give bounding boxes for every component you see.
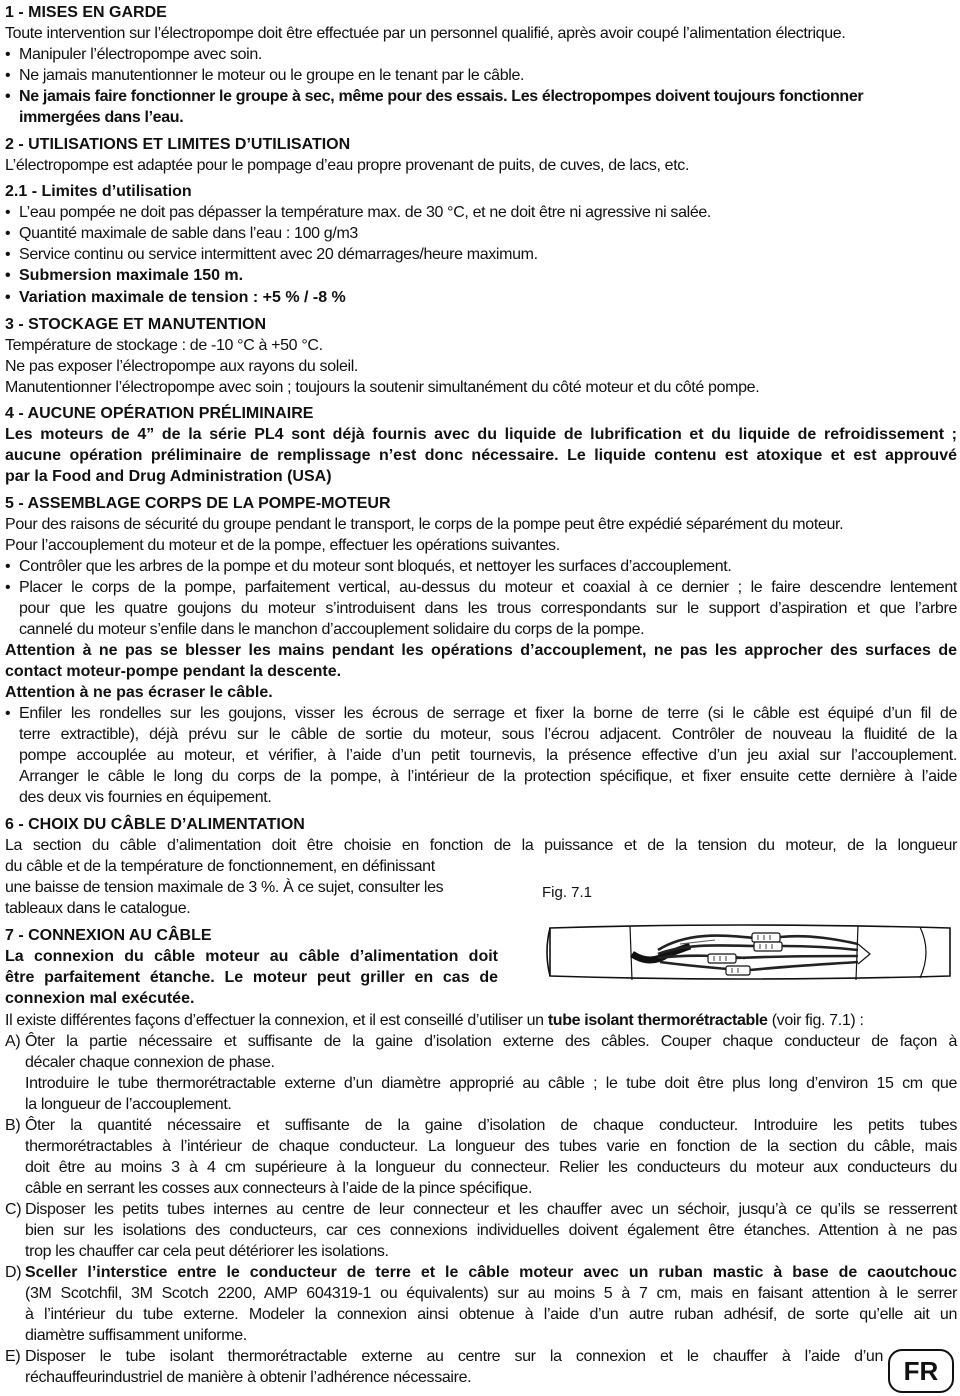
paragraph-line: Pour l’accouplement du moteur et de la pompe, effectuer les opérations suivantes.	[5, 537, 560, 554]
list-item-line: câble en serrant les cosses aux connecteurs à l’aide de la pince spécifique.	[25, 1180, 533, 1197]
list-label: E)	[5, 1348, 21, 1365]
list-item-line: Introduire le tube thermorétractable externe d’un diamètre approprié au câble ; le tube doit être plus long d’environ 15 cm que	[25, 1075, 957, 1092]
emphasis-term: tube isolant thermorétractable	[547, 1012, 768, 1029]
list-label: C)	[5, 1201, 22, 1218]
bullet-continuation: terre extractible), déjà prévu sur le câble de sortie du moteur, sous l’écrou adjacent. Contrôler de nouveau la fluidité de la	[19, 726, 957, 743]
list-item-line: la longueur de l’accouplement.	[25, 1096, 232, 1113]
subsection-heading: 2.1 - Limites d’utilisation	[5, 183, 192, 200]
list-item-line-bold: Sceller l’interstice entre le conducteur de terre et le câble moteur avec un ruban mastic à base de caoutchouc	[25, 1264, 957, 1281]
bullet-item: • L’eau pompée ne doit pas dépasser la température max. de 30 °C, et ne doit être ni agressive ni salée.	[5, 203, 711, 224]
paragraph-line: Il existe différentes façons d’effectuer la connexion, et il est conseillé d’utiliser un tube isolant thermorétractable (voir fig. 7.1) :	[5, 1012, 864, 1029]
bullet-item: • Quantité maximale de sable dans l’eau : 100 g/m3	[5, 224, 358, 245]
list-item-line: doit être au moins 3 à 4 cm supérieure à la longueur du connecteur. Relier les conducteurs du moteur aux conducteurs du	[25, 1159, 957, 1176]
bullet-continuation: immergées dans l’eau.	[19, 109, 184, 126]
list-item-line: Ôter la quantité nécessaire et suffisante de la gaine d’isolation de chaque conducteur. Introduire les petits tubes	[25, 1117, 957, 1134]
paragraph-line: une baisse de tension maximale de 3 %. À ce sujet, consulter les	[5, 879, 444, 896]
section-heading-6: 6 - CHOIX DU CÂBLE D’ALIMENTATION	[5, 816, 305, 833]
list-item-line: (3M Scotchfil, 3M Scotch 2200, AMP 604319-1 ou équivalents) sur au moins 5 à 7 cm, mais en faisant attention à le serrer	[25, 1285, 957, 1302]
section-heading-5: 5 - ASSEMBLAGE CORPS DE LA POMPE-MOTEUR	[5, 495, 391, 512]
list-item-line: bien sur les isolations des conducteurs, car ces connexions individuelles doivent également être étanches. Attention à ne pas	[25, 1222, 957, 1239]
paragraph-line: L’électropompe est adaptée pour le pompage d’eau propre provenant de puits, de cuves, de lacs, etc.	[5, 157, 690, 174]
paragraph-line: Toute intervention sur l’électropompe doit être effectuée par un personnel qualifié, après avoir coupé l’alimentation électrique.	[5, 25, 846, 42]
paragraph-line: tableaux dans le catalogue.	[5, 900, 191, 917]
warning-line: être parfaitement étanche. Le moteur peut griller en cas de	[5, 969, 498, 986]
bullet-item: • Ne jamais manutentionner le moteur ou le groupe en le tenant par le câble.	[5, 66, 524, 87]
paragraph-line: Pour des raisons de sécurité du groupe pendant le transport, le corps de la pompe peut être expédié séparément du moteur.	[5, 516, 844, 533]
warning-line: Attention à ne pas écraser le câble.	[5, 684, 273, 701]
language-badge: FR	[888, 1349, 954, 1393]
figure-label: Fig. 7.1	[542, 884, 593, 901]
list-item-line: Ôter la partie nécessaire et suffisante de la gaine d’isolation externe des câbles. Couper chaque conducteur de façon à	[25, 1033, 957, 1050]
paragraph-line-bold: Les moteurs de 4” de la série PL4 sont déjà fournis avec du liquide de lubrification et du liquide de refroidissement ;	[5, 426, 957, 443]
paragraph-line-bold: aucune opération préliminaire de remplissage n’est donc nécessaire. Le liquide contenu est atoxique et est approuvé	[5, 447, 957, 464]
bullet-continuation: pompe accouplée au moteur, et vérifier, à l’aide d’un petit tournevis, la présence effective d’un jeu axial sur l’accouplement.	[19, 747, 957, 764]
warning-line: contact moteur-pompe pendant la descente.	[5, 663, 342, 680]
list-item-line: à l’intérieur du tube externe. Modeler la connexion ainsi obtenue à l’aide d’un autre ruban adhésif, de sorte qu’elle ait un	[25, 1306, 957, 1323]
bullet-continuation: cannelé du moteur s’enfile dans le manchon d’accouplement solidaire du corps de la pompe.	[19, 621, 645, 638]
paragraph-line: Température de stockage : de -10 °C à +50 °C.	[5, 337, 323, 354]
paragraph-line: Ne pas exposer l’électropompe aux rayons du soleil.	[5, 358, 359, 375]
bullet-continuation: des deux vis fournies en équipement.	[19, 789, 272, 806]
paragraph-line: du câble et de la température de fonctionnement, en définissant	[5, 858, 435, 875]
list-item-line: Disposer le tube isolant thermorétractable externe au centre sur la connexion et le chauffer à l’aide d’un	[25, 1348, 883, 1365]
bullet-item: • Enfiler les rondelles sur les goujons, visser les écrous de serrage et fixer la borne de terre (si le câble est équipé d’un fil de	[5, 704, 957, 725]
list-label: D)	[5, 1264, 22, 1281]
list-item-line: trop les chauffer car cela peut détériorer les isolations.	[25, 1243, 389, 1260]
list-item-line: thermorétractables à l’intérieur de chaque conducteur. La longueur des tubes varie en fonction de la section du câble, mais	[25, 1138, 957, 1155]
paragraph-line-bold: par la Food and Drug Administration (USA)	[5, 468, 332, 485]
list-label: B)	[5, 1117, 21, 1134]
bullet-item-bold: • Ne jamais faire fonctionner le groupe à sec, même pour des essais. Les électropompes doivent toujours fonctionner	[5, 87, 863, 108]
bullet-continuation: pour que les quatre goujons du moteur s’introduisent dans les trous correspondants sur le support d’aspiration et que l’arbre	[19, 600, 957, 617]
list-item-line: réchauffeurindustriel de manière à obtenir l’adhérence nécessaire.	[25, 1369, 472, 1386]
list-item-line: décaler chaque connexion de phase.	[25, 1054, 275, 1071]
paragraph-line: La section du câble d’alimentation doit être choisie en fonction de la puissance et de la tension du moteur, de la longueur	[5, 837, 957, 854]
cable-splice-illustration	[540, 884, 958, 996]
bullet-item-bold: • Variation maximale de tension : +5 % / -8 %	[5, 288, 346, 309]
list-item-line: diamètre suffisamment uniforme.	[25, 1327, 247, 1344]
list-label: A)	[5, 1033, 21, 1050]
section-heading-4: 4 - AUCUNE OPÉRATION PRÉLIMINAIRE	[5, 405, 314, 422]
list-item-line: Disposer les petits tubes internes au centre de leur connecteur et les chauffer avec un séchoir, jusqu’à ce qu’ils se resserrent	[25, 1201, 957, 1218]
figure-7-1	[540, 884, 958, 996]
bullet-item: • Service continu ou service intermittent avec 20 démarrages/heure maximum.	[5, 245, 538, 266]
section-heading-7: 7 - CONNEXION AU CÂBLE	[5, 927, 212, 944]
bullet-item: • Contrôler que les arbres de la pompe et du moteur sont bloqués, et nettoyer les surfaces d’accouplement.	[5, 557, 731, 578]
warning-line: Attention à ne pas se blesser les mains pendant les opérations d’accouplement, ne pas les approcher des surfaces de	[5, 642, 957, 659]
bullet-continuation: Arranger le câble le long du corps de la pompe, à l’intérieur de la protection spécifique, et fixer ensuite cette dernière à l’aide	[19, 768, 957, 785]
bullet-item-bold: • Submersion maximale 150 m.	[5, 266, 243, 287]
section-heading-2: 2 - UTILISATIONS ET LIMITES D’UTILISATION	[5, 136, 351, 153]
warning-line: La connexion du câble moteur au câble d’alimentation doit	[5, 948, 498, 965]
warning-line: connexion mal exécutée.	[5, 990, 195, 1007]
section-heading-1: 1 - MISES EN GARDE	[5, 4, 167, 21]
bullet-item: • Placer le corps de la pompe, parfaitement vertical, au-dessus du moteur et coaxial à ce dernier ; le faire descendre lentement	[5, 578, 957, 599]
bullet-item: • Manipuler l’électropompe avec soin.	[5, 45, 262, 66]
section-heading-3: 3 - STOCKAGE ET MANUTENTION	[5, 316, 267, 333]
paragraph-line: Manutentionner l’électropompe avec soin ; toujours la soutenir simultanément du côté moteur et du côté pompe.	[5, 379, 760, 396]
